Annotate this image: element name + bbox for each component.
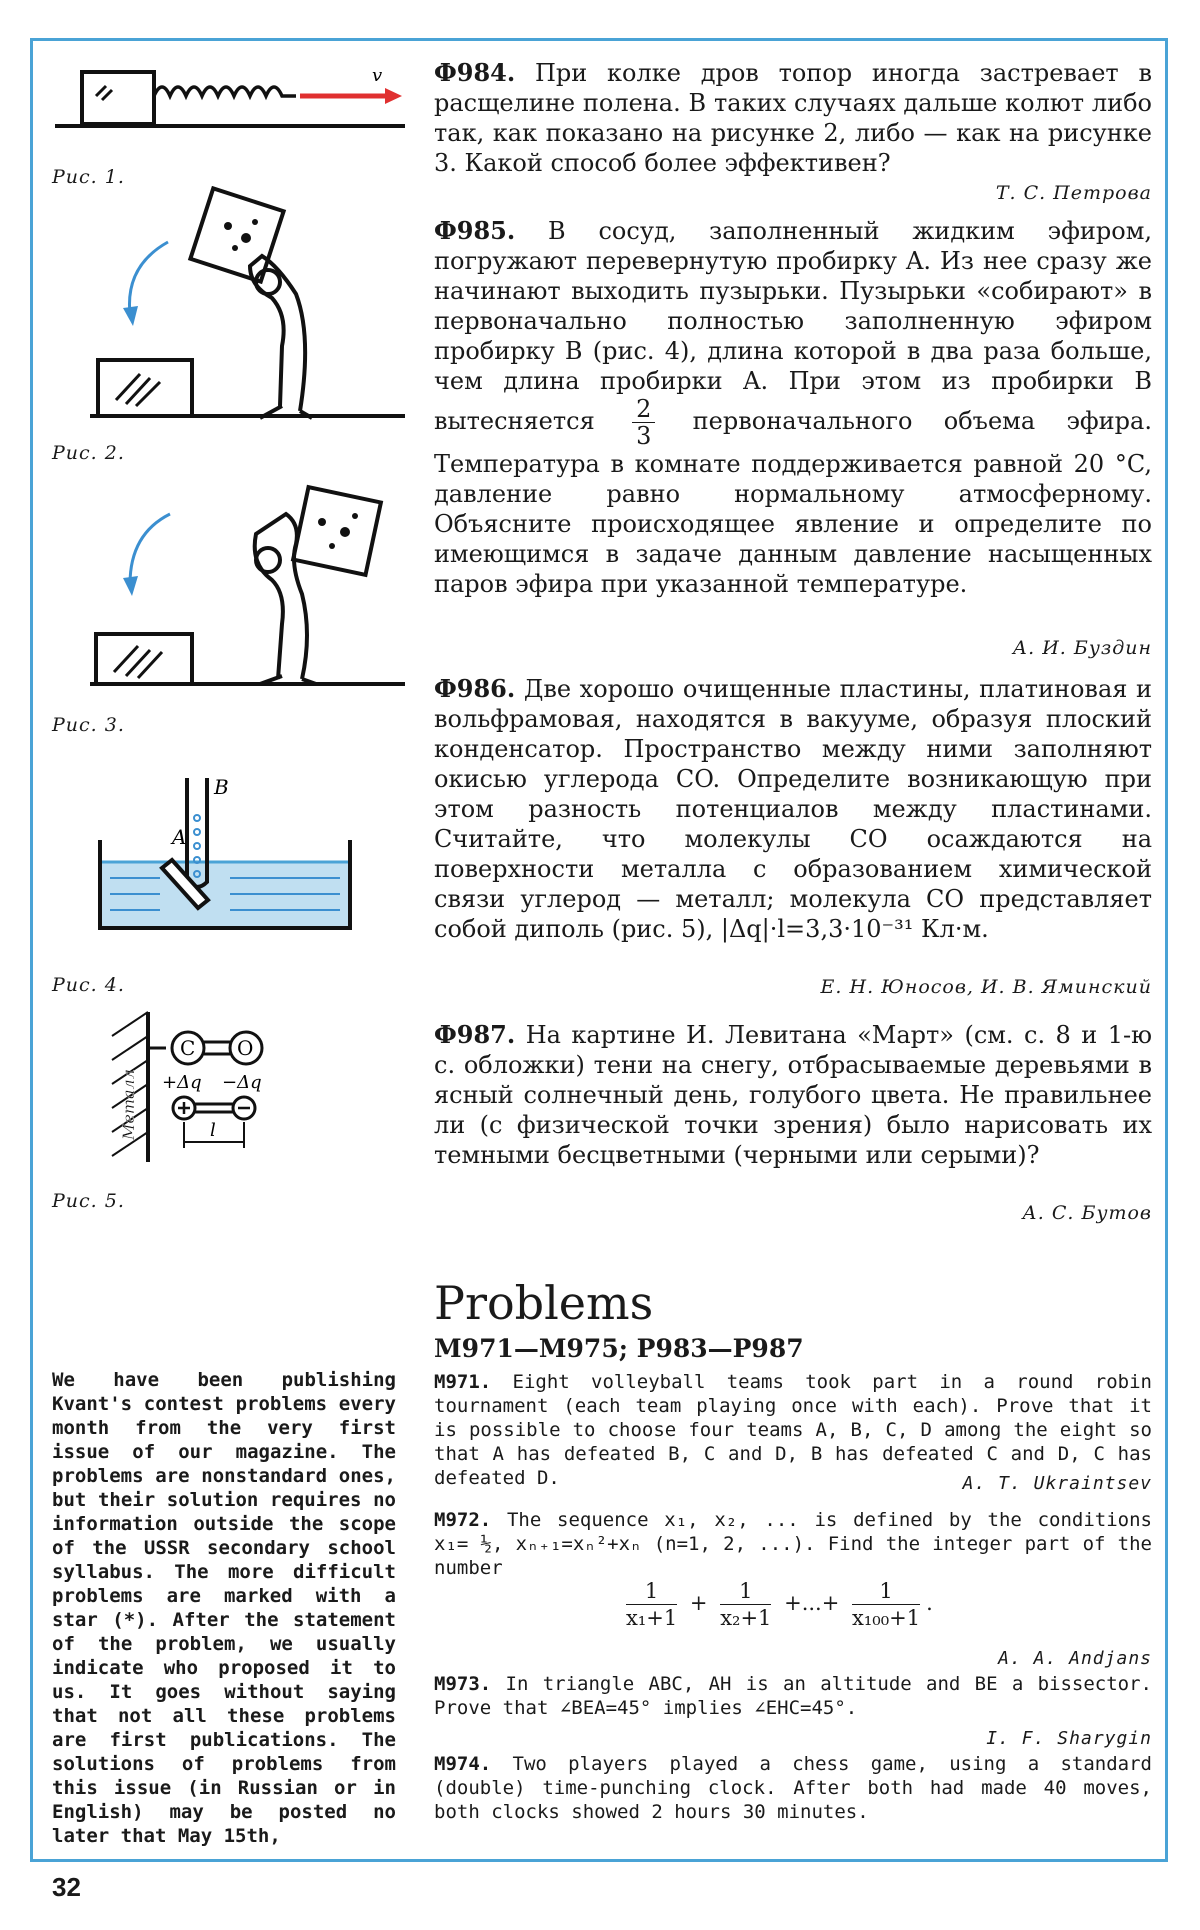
problem-number: M973. xyxy=(434,1673,492,1695)
problem-f984 xyxy=(434,58,1152,178)
section-heading: Problems xyxy=(434,1276,654,1330)
formula-plus: + xyxy=(689,1591,708,1615)
problem-text: Two players played a chess game, using a standard (double) time-punching clock. After both had made 40 moves, both clocks showed 2 hours 30 minutes. xyxy=(434,1753,1152,1823)
problem-f986 xyxy=(434,674,1152,944)
figure-5-caption: Рис. 5. xyxy=(52,1190,125,1212)
problem-text-continued: первоначального объема эфира. Температура в комнате поддерживается равной 20 °C, давление равно нормальному атмосферному. Объясните происходящее явление и определите по имеющимся в задаче данным давление насыщенных паров эфира при указанной температуре. xyxy=(434,407,1152,598)
problem-f985 xyxy=(434,216,1152,599)
charge-minus: −Δq xyxy=(222,1072,262,1093)
formula-numerator: 1 xyxy=(720,1578,771,1605)
problem-author: Е. Н. Юносов, И. В. Яминский xyxy=(820,976,1152,998)
label-a: A xyxy=(172,825,187,849)
problem-text: На картине И. Левитана «Март» (см. с. 8 и 1-ю с. обложки) тени на снегу, отбрасываемые деревьями в ясный солнечный день, голубого цвета. Не правильнее ли (с физической точки зрения) было нарисовать их темными бесцветными (черными или серыми)? xyxy=(434,1021,1152,1169)
formula-denominator: x₁₀₀+1 xyxy=(852,1606,921,1630)
problem-author: A. A. Andjans xyxy=(998,1648,1152,1669)
figure-4-caption: Рис. 4. xyxy=(52,974,125,996)
figure-3 xyxy=(50,484,410,694)
figure-4 xyxy=(90,770,410,950)
problem-m974 xyxy=(434,1752,1152,1824)
length-label: l xyxy=(210,1120,216,1141)
formula-numerator: 1 xyxy=(852,1578,920,1605)
label-b: B xyxy=(214,775,229,799)
problem-number: M974. xyxy=(434,1753,492,1775)
atom-o: O xyxy=(237,1036,254,1060)
problem-m971 xyxy=(434,1370,1152,1490)
section-subheading: M971—M975; P983—P987 xyxy=(434,1334,804,1363)
problem-number: Ф985. xyxy=(434,216,516,245)
formula-numerator: 1 xyxy=(626,1578,677,1605)
problem-number: M972. xyxy=(434,1509,492,1531)
problem-number: Ф984. xyxy=(434,58,516,87)
figure-1-caption: Рис. 1. xyxy=(52,166,125,188)
fraction xyxy=(632,396,655,449)
problem-text: The sequence x₁, x₂, ... is defined by the conditions x₁= ½, xₙ₊₁=xₙ²+xₙ (n=1, 2, ...). Find the integer part of the number xyxy=(434,1509,1152,1579)
formula-denominator: x₂+1 xyxy=(720,1606,772,1630)
problem-author: Т. С. Петрова xyxy=(995,182,1152,204)
problem-author: I. F. Sharygin xyxy=(986,1728,1152,1749)
velocity-label: v xyxy=(372,65,383,86)
problem-number: M971. xyxy=(434,1371,492,1393)
formula-dots: +...+ xyxy=(784,1591,840,1615)
fraction-numerator: 2 xyxy=(632,396,655,423)
problem-m972 xyxy=(434,1508,1152,1580)
figure-3-caption: Рис. 3. xyxy=(52,714,125,736)
metal-label: Металл xyxy=(119,1069,138,1140)
figure-1 xyxy=(50,56,410,146)
problem-m973 xyxy=(434,1672,1152,1720)
charge-plus: +Δq xyxy=(162,1072,202,1093)
problem-text: При колке дров топор иногда застревает в расщелине полена. В таких случаях дальше колют либо так, как показано на рисунке 2, либо — как на рисунке 3. Какой способ более эффективен? xyxy=(434,59,1152,177)
problem-f987 xyxy=(434,1020,1152,1170)
problem-text: Eight volleyball teams took part in a round robin tournament (each team playing once with each). Prove that it is possible to choose four teams A, B, C, D among the eight so that A has defeated B, C and D, B has defeated C and D, C has defeated D. xyxy=(434,1371,1152,1489)
formula-end: . xyxy=(926,1591,933,1615)
figure-2-caption: Рис. 2. xyxy=(52,442,125,464)
fraction-denominator: 3 xyxy=(636,422,652,450)
problem-author: А. С. Бутов xyxy=(1022,1202,1152,1224)
problem-text: In triangle ABC, AH is an altitude and BE a bissector. Prove that ∠BEA=45° implies ∠EHC=45°. xyxy=(434,1673,1152,1719)
problem-number: Ф986. xyxy=(434,674,516,703)
sum-formula xyxy=(620,1578,933,1631)
problem-author: А. И. Буздин xyxy=(1012,637,1152,659)
figure-2 xyxy=(50,186,410,426)
problem-text: В сосуд, заполненный жидким эфиром, погружают перевернутую пробирку A. Из нее сразу же начинают выходить пузырьки. Пузырьки «собирают» в первоначально полностью заполненную эфиром пробирку B (рис. 4), длина которой в два раза больше, чем длина пробирки A. При этом из пробирки B вытесняется xyxy=(434,217,1152,435)
problem-text: Две хорошо очищенные пластины, платиновая и вольфрамовая, находятся в вакууме, образуя плоский конденсатор. Пространство между ними заполняют окисью углерода CO. Определите возникающую при этом разность потенциалов между пластинами. Считайте, что молекулы CO осаждаются на поверхности металла с образованием химической связи углерод — металл; молекула CO представляет собой диполь (рис. 5), |Δq|·l=3,3·10⁻³¹ Кл·м. xyxy=(434,675,1152,943)
problem-author: A. T. Ukraintsev xyxy=(962,1473,1152,1494)
formula-denominator: x₁+1 xyxy=(626,1606,678,1630)
figure-5 xyxy=(104,1008,304,1170)
page-number: 32 xyxy=(52,1872,81,1902)
side-note: We have been publishing Kvant's contest problems every month from the very first issue of our magazine. The problems are nonstandard ones, but their solution requires no information outside the scope of the USSR secondary school syllabus. The more difficult problems are marked with a star (*). After the statement of the problem, we usually indicate who proposed it to us. It goes without saying that not all these problems are first publications. The solutions of problems from this issue (in Russian or in English) may be posted no later that May 15th, xyxy=(52,1369,396,1847)
problem-number: Ф987. xyxy=(434,1020,516,1049)
atom-c: C xyxy=(180,1036,196,1060)
